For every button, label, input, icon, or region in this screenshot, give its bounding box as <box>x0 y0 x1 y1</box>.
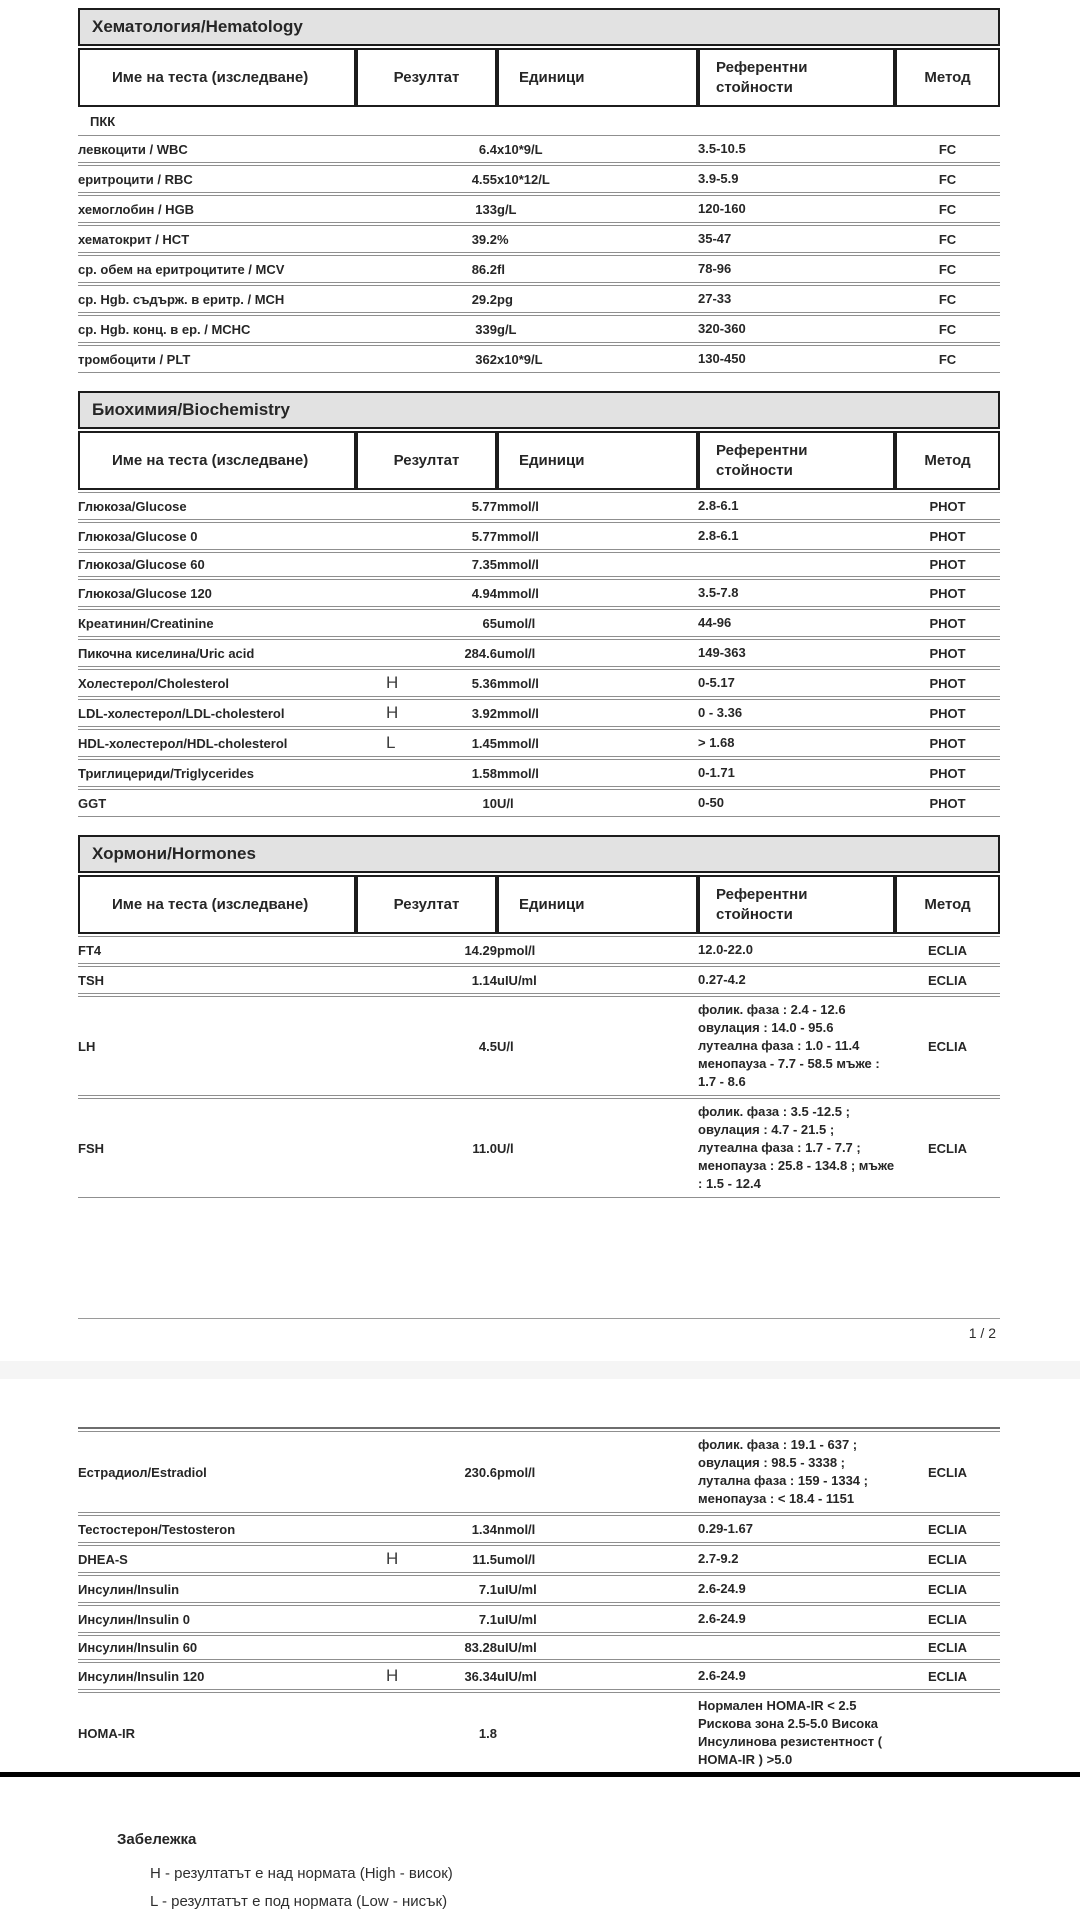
method-cell: FC <box>895 165 1000 193</box>
table-row <box>78 1605 1000 1633</box>
method-cell: ECLIA <box>895 1515 1000 1543</box>
test-name-cell: ср. обем на еритроцитите / MCV <box>78 255 356 283</box>
reference-cell: 2.6-24.9 <box>698 1605 895 1633</box>
column-header-units: Единици <box>497 48 698 107</box>
reference-cell <box>698 1635 895 1660</box>
result-value: 5.77 <box>471 528 497 544</box>
result-cell <box>356 165 497 193</box>
test-name-cell: еритроцити / RBC <box>78 165 356 193</box>
table-row <box>78 759 1000 787</box>
reference-cell: 2.6-24.9 <box>698 1575 895 1603</box>
units-cell: umol/l <box>497 609 698 637</box>
result-value: 230.6 <box>464 1464 497 1480</box>
table-row <box>78 1515 1000 1543</box>
method-cell: ECLIA <box>895 1605 1000 1633</box>
units-cell: g/L <box>497 195 698 223</box>
column-header-units: Единици <box>497 431 698 490</box>
table-row <box>78 165 1000 193</box>
result-value: 133 <box>475 201 497 217</box>
units-cell: fl <box>497 255 698 283</box>
test-name-cell: Глюкоза/Glucose 60 <box>78 552 356 577</box>
column-header-result: Резултат <box>356 48 497 107</box>
reference-cell: 130-450 <box>698 345 895 373</box>
units-cell: mmol/l <box>497 579 698 607</box>
result-value: 86.2 <box>471 261 497 277</box>
result-cell <box>356 729 497 757</box>
reference-cell: 3.5-10.5 <box>698 135 895 163</box>
table-row <box>78 609 1000 637</box>
hormones-table <box>78 833 1000 1200</box>
table-row <box>78 1635 1000 1660</box>
result-value: 7.35 <box>471 557 497 572</box>
test-name-cell: Естрадиол/Estradiol <box>78 1431 356 1513</box>
table-row <box>78 522 1000 550</box>
result-value: 5.36 <box>471 675 497 691</box>
column-header-method: Метод <box>895 48 1000 107</box>
reference-cell: 149-363 <box>698 639 895 667</box>
result-flag: H <box>386 1549 399 1568</box>
reference-cell: фолик. фаза : 19.1 - 637 ; овулация : 98.5 - 3338 ; лутална фаза : 159 - 1334 ; менопауза : < 18.4 - 1151 <box>698 1431 895 1513</box>
result-value: 6.4 <box>478 141 497 157</box>
test-name-cell: Тестостерон/Testosteron <box>78 1515 356 1543</box>
reference-cell: 0.27-4.2 <box>698 966 895 994</box>
column-header-result: Резултат <box>356 875 497 934</box>
result-value: 36.34 <box>464 1668 497 1684</box>
table-row <box>78 195 1000 223</box>
result-cell <box>356 1098 497 1198</box>
column-header-reference <box>698 431 895 490</box>
test-name-cell: GGT <box>78 789 356 817</box>
result-value: 3.92 <box>471 705 497 721</box>
table-row <box>78 255 1000 283</box>
result-cell <box>356 936 497 964</box>
column-header-name: Име на теста (изследване) <box>78 48 356 107</box>
bottom-bar <box>0 1772 1080 1777</box>
result-value: 39.2 <box>471 231 497 247</box>
result-value: 11.0 <box>472 1140 497 1156</box>
result-cell <box>356 135 497 163</box>
notes-heading: Забележка <box>117 1831 197 1848</box>
result-value: 83.28 <box>464 1640 497 1655</box>
column-header-name: Име на теста (изследване) <box>78 431 356 490</box>
result-value: 7.1 <box>478 1611 497 1627</box>
result-value: 5.77 <box>471 498 497 514</box>
method-cell: ECLIA <box>895 1575 1000 1603</box>
reference-cell: 0.29-1.67 <box>698 1515 895 1543</box>
hormones-continuation-table <box>78 1427 1000 1776</box>
method-cell: PHOT <box>895 759 1000 787</box>
result-cell <box>356 345 497 373</box>
result-flag: H <box>386 1666 399 1685</box>
result-cell <box>356 966 497 994</box>
column-header-reference-label: Референтни стойности <box>716 886 808 923</box>
test-name-cell: HOMA-IR <box>78 1692 356 1774</box>
result-flag: H <box>386 703 399 722</box>
page-2-content <box>78 1427 1000 1916</box>
result-cell <box>356 285 497 313</box>
result-cell <box>356 996 497 1096</box>
test-name-cell: TSH <box>78 966 356 994</box>
units-cell: mmol/l <box>497 522 698 550</box>
result-value: 14.29 <box>464 942 497 958</box>
table-row <box>78 1575 1000 1603</box>
result-value: 362 <box>475 351 497 367</box>
result-cell <box>356 609 497 637</box>
result-cell <box>356 669 497 697</box>
result-cell <box>356 552 497 577</box>
test-name-cell: Инсулин/Insulin 120 <box>78 1662 356 1690</box>
method-cell: FC <box>895 195 1000 223</box>
table-row <box>78 345 1000 373</box>
result-value: 29.2 <box>471 291 497 307</box>
method-cell: PHOT <box>895 639 1000 667</box>
table-row <box>78 1098 1000 1198</box>
result-value: 1.45 <box>471 735 497 751</box>
method-cell: PHOT <box>895 699 1000 727</box>
units-cell: mmol/l <box>497 492 698 520</box>
result-value: 65 <box>482 615 497 631</box>
method-cell: ECLIA <box>895 1098 1000 1198</box>
method-cell: ECLIA <box>895 1662 1000 1690</box>
table-row <box>78 285 1000 313</box>
test-name-cell: ср. Hgb. съдърж. в еритр. / MCH <box>78 285 356 313</box>
result-value: 7.1 <box>478 1581 497 1597</box>
units-cell: uIU/ml <box>497 1662 698 1690</box>
reference-cell: 35-47 <box>698 225 895 253</box>
result-value: 4.94 <box>471 585 497 601</box>
column-header-result: Резултат <box>356 431 497 490</box>
reference-cell: 2.6-24.9 <box>698 1662 895 1690</box>
result-cell <box>356 315 497 343</box>
table-row <box>78 669 1000 697</box>
test-name-cell: LDL-холестерол/LDL-cholesterol <box>78 699 356 727</box>
result-cell <box>356 639 497 667</box>
units-cell: uIU/ml <box>497 1605 698 1633</box>
result-value: 4.55 <box>471 171 497 187</box>
method-cell: FC <box>895 135 1000 163</box>
column-header-method: Метод <box>895 431 1000 490</box>
units-cell: U/l <box>497 1098 698 1198</box>
method-cell: ECLIA <box>895 936 1000 964</box>
table-row <box>78 966 1000 994</box>
test-name-cell: Холестерол/Cholesterol <box>78 669 356 697</box>
group-row-pkk <box>78 109 1000 133</box>
method-cell: ECLIA <box>895 996 1000 1096</box>
column-header-reference <box>698 48 895 107</box>
method-cell: PHOT <box>895 522 1000 550</box>
result-cell <box>356 522 497 550</box>
result-cell <box>356 789 497 817</box>
test-name-cell: Инсулин/Insulin <box>78 1575 356 1603</box>
table-row <box>78 1545 1000 1573</box>
reference-cell: 0-50 <box>698 789 895 817</box>
method-cell: FC <box>895 315 1000 343</box>
units-cell: U/l <box>497 996 698 1096</box>
table-row <box>78 639 1000 667</box>
result-value: 339 <box>475 321 497 337</box>
page-number: 1 / 2 <box>968 1325 996 1341</box>
method-cell: ECLIA <box>895 1545 1000 1573</box>
column-header-reference-label: Референтни стойности <box>716 59 808 96</box>
method-cell: ECLIA <box>895 966 1000 994</box>
reference-cell: 27-33 <box>698 285 895 313</box>
method-cell: ECLIA <box>895 1431 1000 1513</box>
units-cell: mmol/l <box>497 729 698 757</box>
page-separator <box>0 1361 1080 1379</box>
reference-cell: 320-360 <box>698 315 895 343</box>
test-name-cell: Пикочна киселина/Uric acid <box>78 639 356 667</box>
units-cell: pg <box>497 285 698 313</box>
method-cell: PHOT <box>895 492 1000 520</box>
units-cell: umol/l <box>497 639 698 667</box>
test-name-cell: LH <box>78 996 356 1096</box>
result-cell <box>356 195 497 223</box>
method-cell: FC <box>895 345 1000 373</box>
table-row <box>78 552 1000 577</box>
method-cell: PHOT <box>895 579 1000 607</box>
test-name-cell: левкоцити / WBC <box>78 135 356 163</box>
units-cell: pmol/l <box>497 1431 698 1513</box>
column-header-method: Метод <box>895 875 1000 934</box>
reference-cell: 12.0-22.0 <box>698 936 895 964</box>
units-cell: U/l <box>497 789 698 817</box>
method-cell: PHOT <box>895 669 1000 697</box>
test-name-cell: хематокрит / HCT <box>78 225 356 253</box>
group-label: ПКК <box>90 114 116 129</box>
result-value: 1.34 <box>471 1521 497 1537</box>
reference-cell: 0 - 3.36 <box>698 699 895 727</box>
result-cell <box>356 1545 497 1573</box>
test-name-cell: DHEA-S <box>78 1545 356 1573</box>
result-value: 1.8 <box>478 1725 497 1741</box>
method-cell: FC <box>895 285 1000 313</box>
test-name-cell: Креатинин/Creatinine <box>78 609 356 637</box>
units-cell: mmol/l <box>497 699 698 727</box>
table-row <box>78 699 1000 727</box>
result-cell <box>356 1635 497 1660</box>
units-cell: g/L <box>497 315 698 343</box>
units-cell: umol/l <box>497 1545 698 1573</box>
method-cell: FC <box>895 225 1000 253</box>
reference-cell: 3.9-5.9 <box>698 165 895 193</box>
result-cell <box>356 579 497 607</box>
result-cell <box>356 759 497 787</box>
table-row <box>78 492 1000 520</box>
result-value: 10 <box>482 795 497 811</box>
reference-cell: 0-1.71 <box>698 759 895 787</box>
result-cell <box>356 1515 497 1543</box>
section-title-biochemistry: Биохимия/Biochemistry <box>78 391 1000 429</box>
units-cell: uIU/ml <box>497 1635 698 1660</box>
test-name-cell: Глюкоза/Glucose 0 <box>78 522 356 550</box>
test-name-cell: ср. Hgb. конц. в ер. / MCHC <box>78 315 356 343</box>
reference-cell: 2.7-9.2 <box>698 1545 895 1573</box>
table-row <box>78 996 1000 1096</box>
table-row <box>78 1692 1000 1774</box>
method-cell: ECLIA <box>895 1635 1000 1660</box>
column-header-name: Име на теста (изследване) <box>78 875 356 934</box>
method-cell: PHOT <box>895 609 1000 637</box>
note-high: H - резултатът е над нормата (High - висок) <box>150 1865 453 1882</box>
test-name-cell: Глюкоза/Glucose 120 <box>78 579 356 607</box>
table-row <box>78 225 1000 253</box>
units-cell: x10*12/L <box>497 165 698 193</box>
table-row <box>78 729 1000 757</box>
table-row <box>78 936 1000 964</box>
test-name-cell: Глюкоза/Glucose <box>78 492 356 520</box>
result-cell <box>356 1605 497 1633</box>
result-cell <box>356 255 497 283</box>
section-title-hormones: Хормони/Hormones <box>78 835 1000 873</box>
page-1-content <box>78 0 1000 1341</box>
table-row <box>78 135 1000 163</box>
units-cell: % <box>497 225 698 253</box>
reference-cell: 44-96 <box>698 609 895 637</box>
table-row <box>78 789 1000 817</box>
units-cell: mmol/l <box>497 552 698 577</box>
reference-cell: фолик. фаза : 3.5 -12.5 ; овулация : 4.7 - 21.5 ; лутеална фаза : 1.7 - 7.7 ; менопауза : 25.8 - 134.8 ; мъже : 1.5 - 12.4 <box>698 1098 895 1198</box>
reference-cell: 0-5.17 <box>698 669 895 697</box>
units-cell: uIU/ml <box>497 1575 698 1603</box>
table-row <box>78 315 1000 343</box>
units-cell: pmol/l <box>497 936 698 964</box>
reference-cell: 78-96 <box>698 255 895 283</box>
units-cell: nmol/l <box>497 1515 698 1543</box>
result-cell <box>356 1431 497 1513</box>
method-cell <box>895 1692 1000 1774</box>
units-cell: mmol/l <box>497 759 698 787</box>
result-value: 1.14 <box>471 972 497 988</box>
test-name-cell: Инсулин/Insulin 60 <box>78 1635 356 1660</box>
units-cell: x10*9/L <box>497 345 698 373</box>
test-name-cell: тромбоцити / PLT <box>78 345 356 373</box>
result-cell <box>356 225 497 253</box>
table-row <box>78 1662 1000 1690</box>
method-cell: PHOT <box>895 552 1000 577</box>
result-cell <box>356 492 497 520</box>
table-row <box>78 1431 1000 1513</box>
notes-section <box>78 1831 1000 1916</box>
result-cell <box>356 699 497 727</box>
result-value: 11.5 <box>472 1551 497 1567</box>
units-cell: uIU/ml <box>497 966 698 994</box>
column-header-reference-label: Референтни стойности <box>716 442 808 479</box>
test-name-cell: HDL-холестерол/HDL-cholesterol <box>78 729 356 757</box>
test-name-cell: Триглицериди/Triglycerides <box>78 759 356 787</box>
result-value: 1.58 <box>471 765 497 781</box>
result-flag: L <box>386 733 396 752</box>
method-cell: PHOT <box>895 729 1000 757</box>
result-cell <box>356 1692 497 1774</box>
units-cell <box>497 1692 698 1774</box>
test-name-cell: Инсулин/Insulin 0 <box>78 1605 356 1633</box>
method-cell: PHOT <box>895 789 1000 817</box>
reference-cell: 120-160 <box>698 195 895 223</box>
column-header-reference <box>698 875 895 934</box>
test-name-cell: FT4 <box>78 936 356 964</box>
result-value: 284.6 <box>464 645 497 661</box>
reference-cell: Нормален HOMA-IR < 2.5 Рискова зона 2.5-5.0 Висока Инсулинова резистентност ( HOMA-IR ) >5.0 <box>698 1692 895 1774</box>
units-cell: x10*9/L <box>497 135 698 163</box>
reference-cell: фолик. фаза : 2.4 - 12.6 овулация : 14.0 - 95.6 лутеална фаза : 1.0 - 11.4 менопауза - 7.7 - 58.5 мъже : 1.7 - 8.6 <box>698 996 895 1096</box>
reference-cell: 2.8-6.1 <box>698 492 895 520</box>
column-header-units: Единици <box>497 875 698 934</box>
method-cell: FC <box>895 255 1000 283</box>
reference-cell <box>698 552 895 577</box>
reference-cell: > 1.68 <box>698 729 895 757</box>
note-low: L - резултатът е под нормата (Low - нисък) <box>150 1892 448 1910</box>
result-flag: H <box>386 673 399 692</box>
result-cell <box>356 1662 497 1690</box>
section-title-hematology: Хематология/Hematology <box>78 8 1000 46</box>
hematology-table <box>78 6 1000 375</box>
biochemistry-table <box>78 389 1000 819</box>
reference-cell: 3.5-7.8 <box>698 579 895 607</box>
reference-cell: 2.8-6.1 <box>698 522 895 550</box>
units-cell: mmol/l <box>497 669 698 697</box>
result-cell <box>356 1575 497 1603</box>
table-row <box>78 579 1000 607</box>
test-name-cell: хемоглобин / HGB <box>78 195 356 223</box>
result-value: 4.5 <box>478 1038 497 1054</box>
test-name-cell: FSH <box>78 1098 356 1198</box>
